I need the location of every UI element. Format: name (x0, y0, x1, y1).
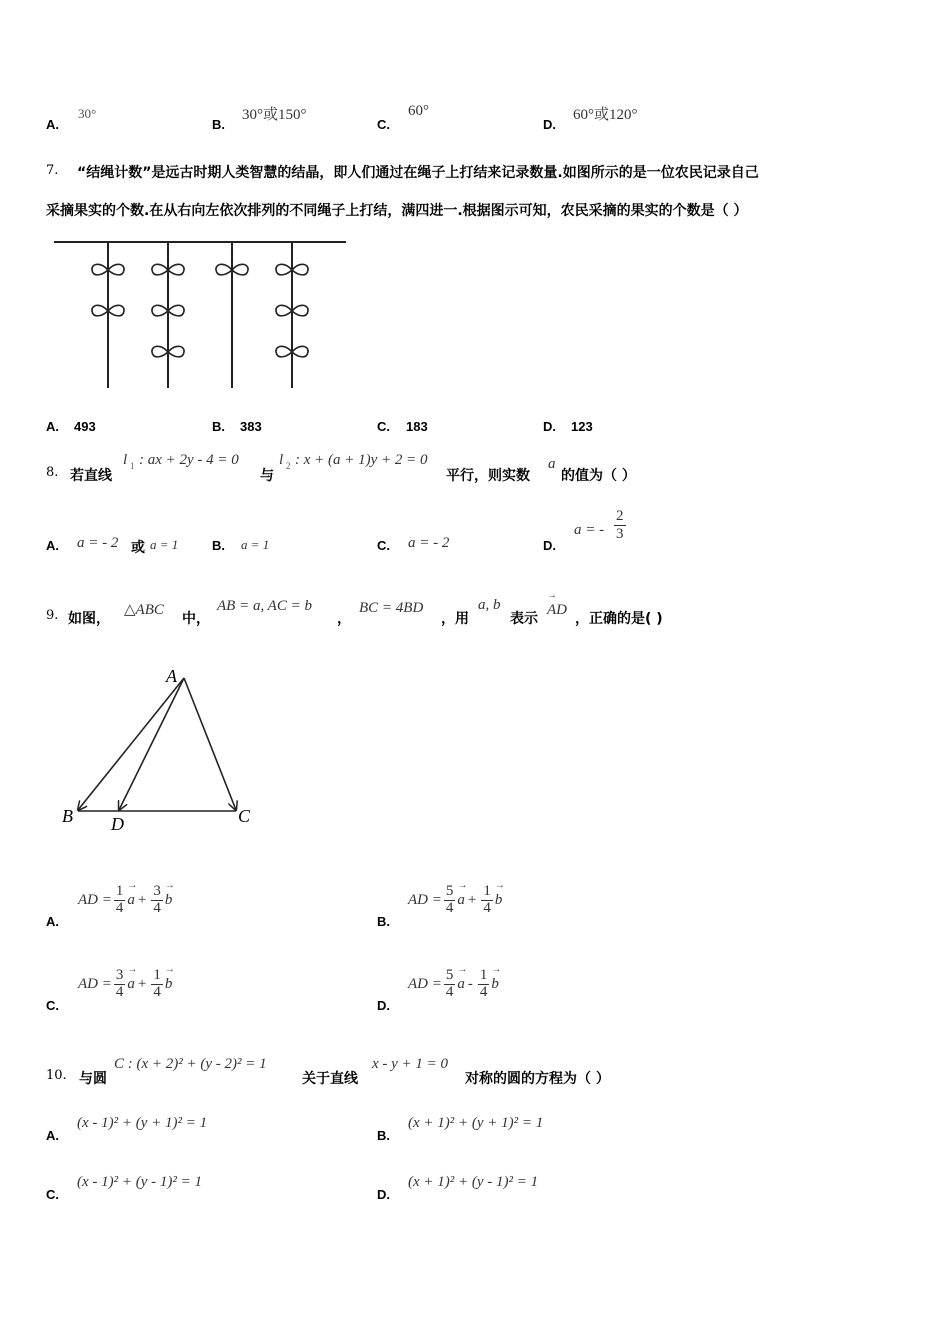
q8-option-b-label: B. (212, 538, 225, 553)
q8-l1-subscript: 1 (130, 461, 135, 471)
q8-option-c-label: C. (377, 538, 390, 553)
q9-option-b-op: + (467, 891, 477, 908)
q6-option-b-value: 30°或150° (242, 107, 307, 123)
q9-target-vector: → AD (547, 602, 567, 619)
q9-option-b-label: B. (377, 914, 390, 929)
q8-option-a-conj: 或 (131, 540, 145, 556)
q9-option-c-op: + (137, 975, 147, 992)
q10-number: 10. (46, 1068, 67, 1083)
q8-option-a-value1: a = - 2 (77, 535, 119, 551)
q6-option-a-label: A. (46, 117, 59, 132)
q8-l2-symbol: l (279, 452, 284, 468)
q7-option-d-value: 123 (571, 419, 593, 434)
q7-number: 7. (46, 163, 59, 178)
q7-option-b-value: 383 (240, 419, 262, 434)
q10-option-b-label: B. (377, 1128, 390, 1143)
q9-option-d-c1-den: 4 (445, 983, 454, 1000)
q10-text-3: 对称的圆的方程为（ ） (465, 1071, 610, 1087)
q8-option-a-label: A. (46, 538, 59, 553)
q9-condition-1: AB = a, AC = b (217, 598, 312, 614)
q9-option-c-c1-num: 3 (115, 967, 124, 983)
q8-option-a-value2: a = 1 (150, 537, 179, 552)
q8-option-d-fraction (614, 508, 626, 542)
knot-rope-figure (46, 232, 356, 394)
q8-number: 8. (46, 465, 59, 480)
q9-option-d-op: - (467, 975, 473, 992)
q8-var: a (548, 456, 556, 472)
q7-text-line2: 采摘果实的个数.在从右向左依次排列的不同绳子上打结，满四进一.根据图示可知，农民采摘的果实的个数是（ ） (46, 203, 748, 219)
q8-text-end: 的值为（ ） (561, 468, 636, 484)
q9-text-1: 如图， (68, 611, 110, 627)
q9-text-2: 中， (182, 611, 210, 627)
q9-number: 9. (46, 608, 59, 623)
q8-option-d-denominator: 3 (616, 525, 624, 542)
q9-option-c-c2-num: 1 (153, 967, 161, 983)
q10-option-d-value: (x + 1)² + (y - 1)² = 1 (408, 1174, 539, 1190)
q8-text-after: 平行，则实数 (446, 468, 530, 484)
q9-text-3: ，用 (441, 611, 469, 627)
q8-option-d-label: D. (543, 538, 556, 553)
q9-condition-2: BC = 4BD (359, 600, 424, 616)
point-B-label: B (62, 806, 73, 826)
q7-option-c-value: 183 (406, 419, 428, 434)
q9-option-a-op: + (137, 891, 147, 908)
q8-option-d-value: a = - (574, 522, 605, 538)
q9-option-c-lhs: AD = (78, 975, 112, 992)
q8-option-c-value: a = - 2 (408, 535, 450, 551)
q9-option-d-v1: → a (457, 976, 465, 993)
point-C-label: C (238, 806, 251, 826)
q7-option-a-value: 493 (74, 419, 96, 434)
point-D-label: D (111, 814, 124, 834)
triangle-figure (56, 660, 266, 840)
q10-option-a-label: A. (46, 1128, 59, 1143)
q8-text-before: 若直线 (70, 468, 112, 484)
q9-option-c-v2: → b (165, 976, 173, 993)
q8-l2-subscript: 2 (286, 461, 291, 471)
q9-option-a-expression (78, 884, 172, 917)
q9-option-b-v2: → b (495, 892, 503, 909)
q9-option-d-v2: → b (491, 976, 499, 993)
q7-option-c-label: C. (377, 419, 390, 434)
q6-option-c-value: 60° (408, 103, 429, 119)
q10-line-equation: x - y + 1 = 0 (372, 1056, 449, 1072)
q9-option-b-c1-den: 4 (445, 899, 454, 916)
q9-option-a-c2-den: 4 (153, 899, 161, 916)
q10-option-b-value: (x + 1)² + (y + 1)² = 1 (408, 1115, 544, 1131)
q10-text-1: 与圆 (79, 1071, 107, 1087)
q7-text-line1: “结绳计数”是远古时期人类智慧的结晶，即人们通过在绳子上打结来记录数量.如图所示的是一位农民记录自己 (77, 165, 759, 181)
q9-option-d-expression (408, 968, 499, 1001)
q9-separator: ， (337, 611, 351, 627)
q9-option-b-c2-den: 4 (483, 899, 491, 916)
q9-option-a-c1-num: 1 (115, 883, 124, 899)
q9-option-a-c1-den: 4 (115, 899, 124, 916)
q9-option-d-lhs: AD = (408, 975, 442, 992)
q9-option-b-c1-num: 5 (445, 883, 454, 899)
q9-option-a-lhs: AD = (78, 891, 112, 908)
q9-option-c-c2-den: 4 (153, 983, 161, 1000)
q8-text-mid: 与 (260, 468, 274, 484)
q6-option-d-value: 60°或120° (573, 107, 638, 123)
q7-option-b-label: B. (212, 419, 225, 434)
q9-vars: a, b (478, 597, 501, 613)
q10-text-2: 关于直线 (302, 1071, 358, 1087)
q9-option-d-label: D. (377, 998, 390, 1013)
q6-option-c-label: C. (377, 117, 390, 132)
q9-triangle: △ABC (124, 602, 164, 618)
q9-option-d-c1-num: 5 (445, 967, 454, 983)
vector-AD (119, 678, 184, 810)
q9-option-b-c2-num: 1 (483, 883, 491, 899)
vector-AB (78, 678, 184, 810)
q9-option-b-v1: → a (457, 892, 465, 909)
q9-option-d-c2-den: 4 (479, 983, 488, 1000)
q9-text-4: 表示 (510, 611, 538, 627)
q9-option-a-v1: → a (127, 892, 135, 909)
q9-option-a-c2-num: 3 (153, 883, 161, 899)
knots (92, 264, 308, 357)
q9-option-c-expression (78, 968, 172, 1001)
q8-l2-equation: : x + (a + 1)y + 2 = 0 (295, 452, 428, 468)
q8-option-d-numerator: 2 (616, 508, 624, 524)
q9-option-b-expression (408, 884, 502, 917)
q9-option-c-label: C. (46, 998, 59, 1013)
q6-option-b-label: B. (212, 117, 225, 132)
q8-option-b-value: a = 1 (241, 537, 270, 552)
q8-l1-equation: : ax + 2y - 4 = 0 (139, 452, 239, 468)
q9-option-a-v2: → b (165, 892, 173, 909)
q6-option-a-value: 30° (78, 106, 97, 121)
q7-option-a-label: A. (46, 419, 59, 434)
q7-option-d-label: D. (543, 419, 556, 434)
q10-circle-equation: C : (x + 2)² + (y - 2)² = 1 (114, 1056, 267, 1072)
q9-option-c-v1: → a (127, 976, 135, 993)
q9-option-b-lhs: AD = (408, 891, 442, 908)
point-A-label: A (166, 666, 177, 686)
q10-option-c-value: (x - 1)² + (y - 1)² = 1 (77, 1174, 203, 1190)
q8-l1-symbol: l (123, 452, 128, 468)
q6-option-d-label: D. (543, 117, 556, 132)
q9-option-a-label: A. (46, 914, 59, 929)
vector-AC (184, 678, 236, 810)
q9-text-5: ，正确的是( ) (575, 611, 663, 627)
q10-option-a-value: (x - 1)² + (y + 1)² = 1 (77, 1115, 208, 1131)
q10-option-c-label: C. (46, 1187, 59, 1202)
q10-option-d-label: D. (377, 1187, 390, 1202)
q9-option-d-c2-num: 1 (479, 967, 488, 983)
q9-option-c-c1-den: 4 (115, 983, 124, 1000)
